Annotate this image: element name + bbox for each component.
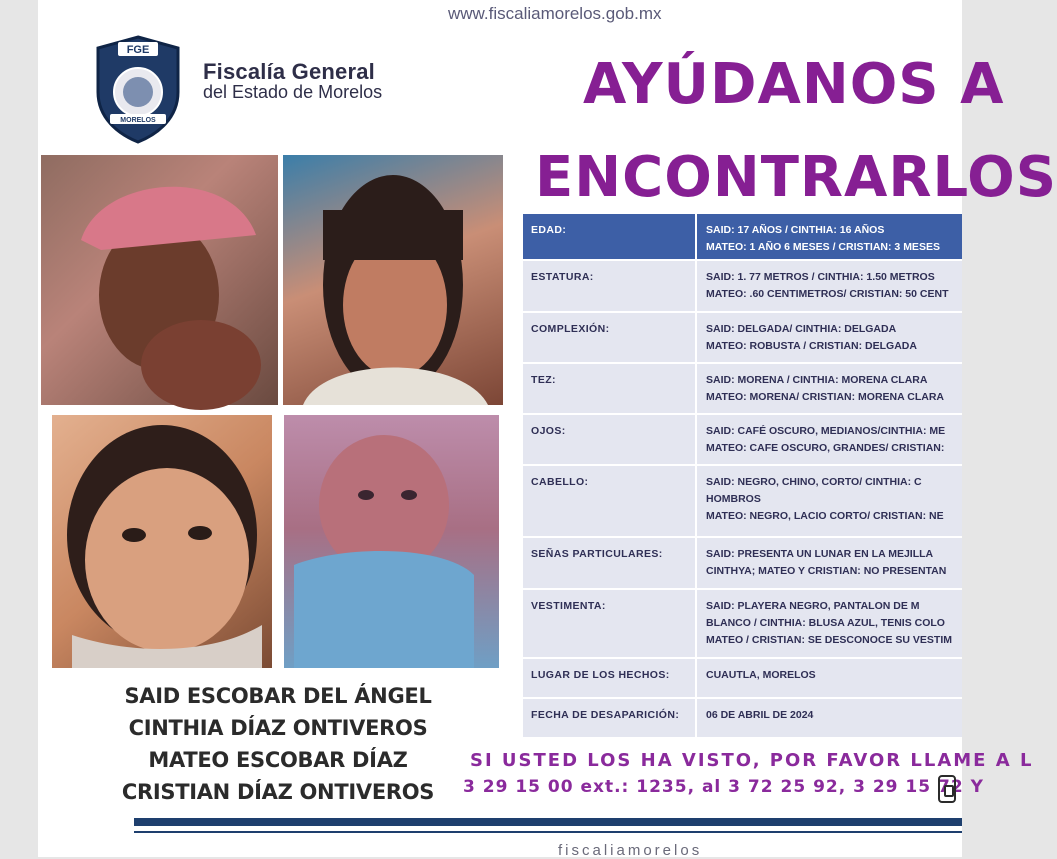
table-row-fecha (523, 697, 962, 737)
org-name: Fiscalía General (203, 59, 375, 84)
table-row-estatura (523, 259, 962, 311)
table-row-edad (523, 212, 962, 259)
table-row-complexion (523, 311, 962, 362)
missing-persons-poster (38, 0, 1057, 859)
table-row-tez (523, 362, 962, 413)
footer-rule (134, 818, 962, 826)
row-label: TEZ: (531, 374, 556, 386)
row-label: CABELLO: (531, 476, 589, 488)
row-value: SAID: DELGADA/ CINTHIA: DELGADA MATEO: ROBUSTA / CRISTIAN: DELGADA (706, 323, 917, 352)
header-url[interactable]: www.fiscaliamorelos.gob.mx (448, 4, 662, 23)
missing-name: SAID ESCOBAR DEL ÁNGEL (124, 684, 432, 708)
row-label: OJOS: (531, 425, 566, 437)
logo-band: MORELOS (120, 117, 156, 124)
row-value: SAID: CAFÉ OSCURO, MEDIANOS/CINTHIA: ME MATEO: CAFE OSCURO, GRANDES/ CRISTIAN: (706, 425, 946, 454)
headline-line-2: ENCONTRARLOS (535, 145, 1057, 210)
footer-rule-thin (134, 831, 962, 833)
row-value: SAID: 17 AÑOS / CINTHIA: 16 AÑOS MATEO: 1 AÑO 6 MESES / CRISTIAN: 3 MESES (706, 224, 940, 253)
logo-text: FGE (126, 44, 150, 56)
row-value: SAID: PRESENTA UN LUNAR EN LA MEJILLA CINTHYA; MATEO Y CRISTIAN: NO PRESENTAN (706, 548, 947, 577)
row-label: LUGAR DE LOS HECHOS: (531, 669, 670, 681)
row-value: 06 DE ABRIL DE 2024 (706, 709, 814, 721)
headline-line-1: AYÚDANOS A (583, 52, 1005, 117)
contact-phones[interactable]: 3 29 15 00 ext.: 1235, al 3 72 25 92, 3 29 15 72 Y (463, 777, 984, 797)
row-label: FECHA DE DESAPARICIÓN: (531, 709, 680, 721)
phone-icon (938, 775, 956, 803)
missing-name: MATEO ESCOBAR DÍAZ (148, 748, 408, 772)
row-value: SAID: 1. 77 METROS / CINTHIA: 1.50 METROS MATEO: .60 CENTIMETROS/ CRISTIAN: 50 CENT (706, 271, 949, 300)
table-row-senas (523, 536, 962, 588)
row-value: SAID: MORENA / CINTHIA: MORENA CLARA MATEO: MORENA/ CRISTIAN: MORENA CLARA (706, 374, 944, 403)
table-row-cabello (523, 464, 962, 536)
organization-block (203, 60, 382, 102)
row-label: COMPLEXIÓN: (531, 323, 610, 335)
row-value: SAID: NEGRO, CHINO, CORTO/ CINTHIA: C HOMBROS MATEO: NEGRO, LACIO CORTO/ CRISTIAN: NE (706, 476, 944, 522)
row-value: SAID: PLAYERA NEGRO, PANTALON DE M BLANCO / CINTHIA: BLUSA AZUL, TENIS COLO MATEO / CRISTIAN: SE DESCONOCE SU VESTIM (706, 600, 952, 646)
row-label: VESTIMENTA: (531, 600, 606, 612)
row-label: SEÑAS PARTICULARES: (531, 548, 663, 560)
footer-url[interactable]: fiscaliamorelos (558, 842, 703, 859)
photo-cinthia (283, 155, 503, 405)
row-label: EDAD: (531, 224, 567, 236)
row-label: ESTATURA: (531, 271, 594, 283)
call-to-action: SI USTED LOS HA VISTO, POR FAVOR LLAME A L (470, 750, 1034, 771)
missing-name: CRISTIAN DÍAZ ONTIVEROS (121, 780, 435, 804)
table-row-lugar (523, 657, 962, 697)
table-row-vestimenta (523, 588, 962, 657)
missing-names-list (68, 680, 488, 808)
fge-shield-logo (92, 34, 184, 144)
table-row-ojos (523, 413, 962, 464)
photo-said (41, 155, 278, 405)
missing-name: CINTHIA DÍAZ ONTIVEROS (128, 716, 428, 740)
row-value: CUAUTLA, MORELOS (706, 669, 816, 681)
photo-cristian (284, 415, 499, 668)
photo-mateo (52, 415, 272, 668)
description-table (523, 212, 962, 737)
org-subtitle: del Estado de Morelos (203, 82, 383, 103)
